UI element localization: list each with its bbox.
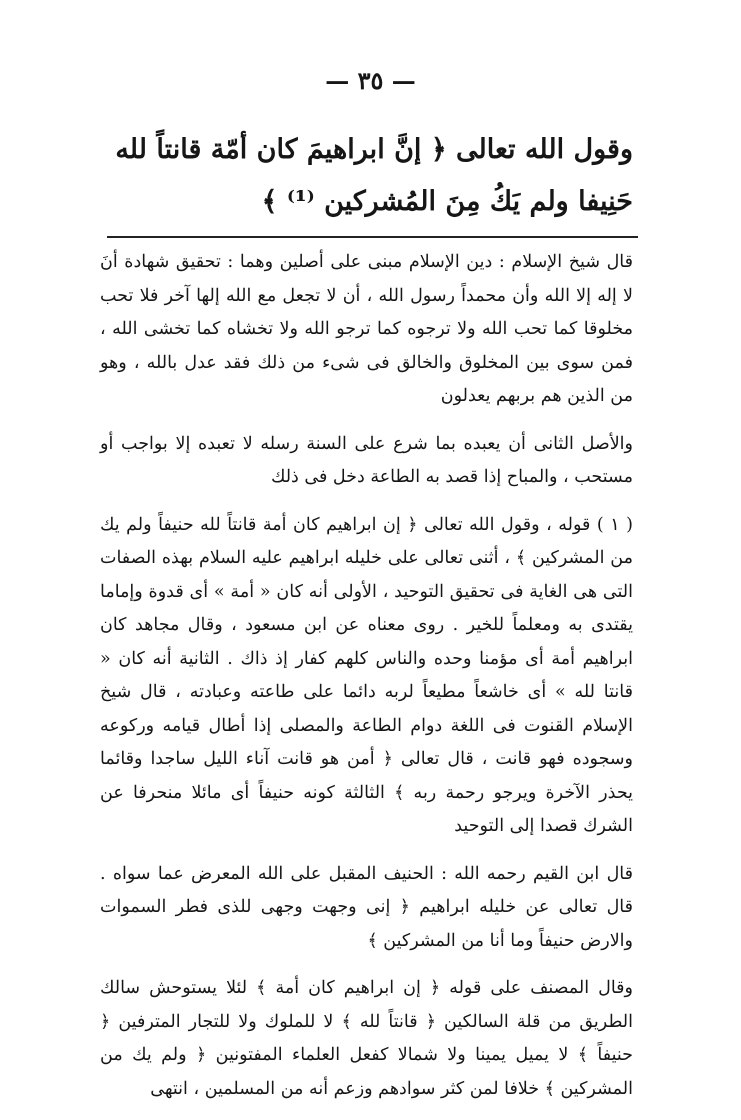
- commentary-body: [100, 246, 633, 1120]
- paragraph-second-principle: والأصل الثانى أن يعبده بما شرع على السنة رسله لا تعبده إلا بواجب أو مستحب ، والمباح إذا قصد به الطاعة دخل فى ذلك: [100, 433, 633, 487]
- paragraph-author-comment: وقال المصنف على قوله ﴿ إن ابراهيم كان أمة ﴾ لئلا يستوحش سالك الطريق من قلة السالكين ﴿ قانتاً لله ﴾ لا للملوك ولا للتجار المترفين ﴿ حنيفاً ﴾ لا يميل يمينا ولا شمالا كفعل العلماء المفتونين ﴿ ولم يك من المشركين ﴾ خلافا لمن كثر سوادهم وزعم أنه من المسلمين ، انتهى: [100, 978, 633, 1099]
- paragraph-shaykh-al-islam: قال شيخ الإسلام : دين الإسلام مبنى على أصلين وهما : تحقيق شهادة أنَ لا إله إلا الله وأن محمداً رسول الله ، أن لا تجعل مع الله إلها آخر فلا تحب مخلوقا كما تحب الله ولا ترجوه كما ترجو الله ولا تخشاه كما تخشى الله ، فمن سوى بين المخلوق والخالق فى شىء من ذلك فقد عدل بالله ، وهو من الذين هم بربهم يعدلون: [100, 252, 633, 406]
- paragraph-ibn-al-qayyim: قال ابن القيم رحمه الله : الحنيف المقبل على الله المعرض عما سواه . قال تعالى عن خليله ابراهيم ﴿ إنى وجهت وجهى للذى فطر السموات والارض حنيفاً وما أنا من المشركين ﴾: [100, 863, 633, 951]
- separator-line: [107, 236, 638, 238]
- paragraph-footnote-1: ( ١ ) قوله ، وقول الله تعالى ﴿ إن ابراهيم كان أمة قانتاً لله حنيفاً ولم يك من المشركين ﴾ ، أثنى تعالى على خليله ابراهيم عليه السلام بهذه الصفات التى هى الغاية فى تحقيق التوحيد ، الأولى أنه كان « أمة » أى قدوة وإماما يقتدى به ومعلماً للخير . روى معناه عن ابن مسعود ، وقال مجاهد كان ابراهيم أمة أى مؤمنا وحده والناس كلهم كفار إذ ذاك . الثانية أنه كان « قانتا لله » أى خاشعاً مطيعاً لربه دائما على طاعته وعبادته ، قال شيخ الإسلام القنوت فى اللغة دوام الطاعة والمصلى إذا أطال قيامه وركوعه وسجوده فهو قانت ، قال تعالى ﴿ أمن هو قانت آناء الليل ساجدا وقائما يحذر الآخرة ويرجو رحمة ربه ﴾ الثالثة كونه حنيفاً أى مائلا منحرفا عن الشرك قصدا إلى التوحيد: [100, 514, 634, 836]
- quranic-verse-heading: وقول الله تعالى ﴿ إنَّ ابراهيمَ كان أمّة قانتاً لله حَنِيفا ولم يَكُ مِنَ المُشركين ⁽¹⁾ ﴾: [115, 134, 633, 217]
- page-number: — ٣٥ —: [325, 66, 416, 95]
